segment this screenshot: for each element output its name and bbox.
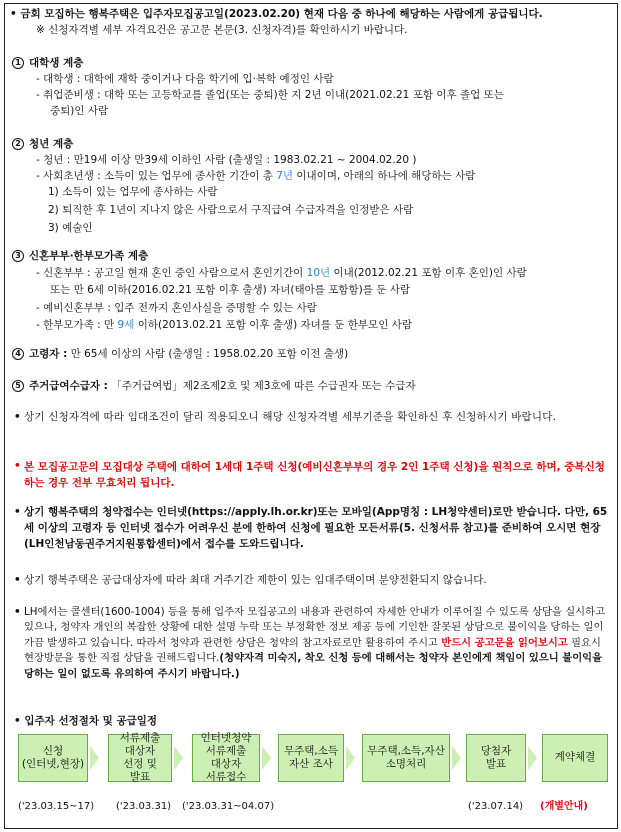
intro-lead-text: 금회 모집하는 행복주택은 입주자모집공고일(2023.02.20) 현재 다음 중 하나에 해당하는 사람에게 공급됩니다. <box>20 8 543 20</box>
process-step-1: 신청 (인터넷,현장) <box>18 734 88 782</box>
section-2-number: 2 <box>12 138 24 150</box>
bullet-dot: • <box>14 606 21 618</box>
bullet-3: 상기 행복주택의 청약접수는 인터넷(https://apply.lh.or.kr)또는 모바일(App명칭 : LH청약센터)로만 받습니다. 다만, 65세 이상의 고령자 등 인터넷 접수가 어려우신 분에 한하여 신청에 필요한 모든서류(5. 신청서류 참고)를 준비하여 오시면 현장(LH인천남동권주거지원통합센터)에서 접수를 도와드립니다. <box>24 506 608 550</box>
section-5-text: 「주거급여법」제2조제2호 및 제3호에 따른 수급권자 또는 수급자 <box>107 380 416 392</box>
process-step-4: 무주택,소득 자산 조사 <box>278 734 344 782</box>
process-step-5: 무주택,소득,자산 소명처리 <box>362 734 450 782</box>
process-title: • 입주자 선정절차 및 공급일정 <box>14 715 158 727</box>
process-arrow <box>346 746 355 770</box>
process-arrow <box>452 746 461 770</box>
process-step-6-date: ('23.07.14) <box>468 801 524 812</box>
section-4 <box>12 347 348 361</box>
bullet-5-text-2: 필요시 현장방문을 통한 직접 상담을 권해드립니다. <box>24 636 601 665</box>
section-2-line-2a: - 사회초년생 : 소득이 있는 업무에 종사한 기간이 총 <box>36 170 277 182</box>
section-3-number: 3 <box>12 250 24 262</box>
section-2-line-2-highlight: 7년 <box>276 170 294 182</box>
section-2-line-3: 1) 소득이 있는 업무에 종사하는 사람 <box>48 186 218 198</box>
section-1-number: 1 <box>12 57 24 69</box>
section-5-heading: 주거급여수급자 : <box>29 380 108 392</box>
section-3-line-3: - 예비신혼부부 : 입주 전까지 혼인사실을 증명할 수 있는 사람 <box>36 302 317 314</box>
bullet-5-text: LH에서는 콜센터(1600-1004) 등을 통해 입주자 모집공고의 내용과 관련하여 자세한 안내가 이루어질 수 있도록 상담을 실시하고 있으나, 청약자 개인의 복잡한 상황에 대한 설명 누락 또는 부정확한 정보 제공 등에 기인한 잘못된 상담으로 불이익을 당하는 일이 가끔 발생하고 있습니다. 따라서 청약과 관련한 상담은 청약의 참고자료로만 활용하여 주시고 <box>24 606 606 649</box>
bullet-5 <box>24 605 614 682</box>
section-5-number: 5 <box>12 380 24 392</box>
process-arrow <box>174 746 183 770</box>
process-arrow <box>528 746 537 770</box>
section-2-line-5: 3) 예술인 <box>48 222 93 234</box>
process-step-2-date: ('23.03.31) <box>116 801 172 812</box>
intro-note: ※ 신청자격별 세부 자격요건은 공고문 본문(3. 신청자격)를 확인하시기 바랍니다. <box>36 24 408 36</box>
process-arrow <box>90 746 99 770</box>
process-step-6: 당첨자 발표 <box>466 734 526 782</box>
bullet-5-caution: (청약자격 미숙지, 착오 신청 등에 대해서는 청약자 본인에게 책임이 있으니 불이익을 당하는 일이 없도록 유의하여 주시기 바랍니다.) <box>24 652 603 680</box>
bullet-5-emphasis: 반드시 공고문을 읽어보시고 <box>441 636 568 649</box>
section-2-title <box>12 137 73 151</box>
section-1-title <box>12 56 83 70</box>
section-3-line-1c: 이내(2012.02.21 포함 이후 혼인)인 사람 <box>330 267 527 279</box>
process-step-3: 인터넷청약 서류제출 대상자 서류접수 <box>192 734 260 782</box>
process-title-text: 입주자 선정절차 및 공급일정 <box>24 715 158 727</box>
section-3-line-1a: - 신혼부부 : 공고일 현재 혼인 중인 사람으로서 혼인기간이 <box>36 267 307 279</box>
process-step-1-date: ('23.03.15~17) <box>18 801 95 812</box>
section-3-line-1-highlight: 10년 <box>306 267 331 279</box>
process-step-7-date: (개별안내) <box>540 801 588 812</box>
section-3-line-4a: - 한부모가족 : 만 <box>36 319 118 331</box>
section-5 <box>12 379 416 393</box>
section-4-number: 4 <box>12 348 24 360</box>
bullet-dot: • <box>14 574 21 586</box>
section-2-heading: 청년 계층 <box>29 138 74 150</box>
process-step-2: 서류제출 대상자 선정 및 발표 <box>108 734 172 782</box>
section-2-line-4: 2) 퇴직한 후 1년이 지나지 않은 사람으로서 구직급여 수급자격을 인정받은 사람 <box>48 204 414 216</box>
section-3-heading: 신혼부부·한부모가족 계층 <box>29 250 149 262</box>
section-3-title <box>12 249 148 263</box>
section-3-line-2: 또는 만 6세 이하(2016.02.21 포함 이후 출생) 자녀(태아를 포함함)를 둔 사람 <box>50 284 410 296</box>
section-3-line-4c: 이하(2013.02.21 포함 이후 출생) 자녀를 둔 한부모인 사람 <box>134 319 412 331</box>
bullet-dot: • <box>14 411 21 423</box>
process-arrow <box>262 746 271 770</box>
process-step-3-date: ('23.03.31~04.07) <box>182 801 275 812</box>
intro-lead: • 금회 모집하는 행복주택은 입주자모집공고일(2023.02.20) 현재 다음 중 하나에 해당하는 사람에게 공급됩니다. <box>10 8 543 20</box>
section-4-heading: 고령자 : <box>29 348 68 360</box>
section-1-heading: 대학생 계층 <box>29 57 84 69</box>
bullet-dot: • <box>14 460 21 472</box>
section-1-line-3: 중퇴)인 사람 <box>50 105 109 117</box>
bullet-2-warning: 본 모집공고문의 모집대상 주택에 대하여 1세대 1주택 신청(예비신혼부부의 경우 2인 1주택 신청)을 원칙으로 하며, 중복신청하는 경우 전부 무효처리 됩니다. <box>24 461 605 490</box>
section-3-line-4 <box>36 318 412 332</box>
bullet-4: 상기 행복주택은 공급대상자에 따라 최대 거주기간 제한이 있는 임대주택이며 분양전환되지 않습니다. <box>24 574 487 586</box>
bullet-dot: • <box>14 506 21 518</box>
bullet-1: 상기 신청자격에 따라 임대조건이 달리 적용되오니 해당 신청자격별 세부기준을 확인하신 후 신청하시기 바랍니다. <box>24 411 557 423</box>
section-1-line-2: - 취업준비생 : 대학 또는 고등학교를 졸업(또는 중퇴)한 지 2년 이내(2021.02.21 포함 이후 졸업 또는 <box>36 89 504 101</box>
section-3-line-1 <box>36 266 527 280</box>
section-2-line-1: - 청년 : 만19세 이상 만39세 이하인 사람 (출생일 : 1983.02.21 ~ 2004.02.20 ) <box>36 154 417 166</box>
section-3-line-4-highlight: 9세 <box>117 319 135 331</box>
section-2-line-2 <box>36 169 475 183</box>
section-2-line-2c: 이내이며, 아래의 하나에 해당하는 사람 <box>293 170 476 182</box>
section-4-text: 만 65세 이상의 사람 (출생일 : 1958.02.20 포함 이전 출생) <box>67 348 349 360</box>
process-step-7: 계약체결 <box>542 734 608 782</box>
section-1-line-1: - 대학생 : 대학에 재학 중이거나 다음 학기에 입·복학 예정인 사람 <box>36 73 334 85</box>
